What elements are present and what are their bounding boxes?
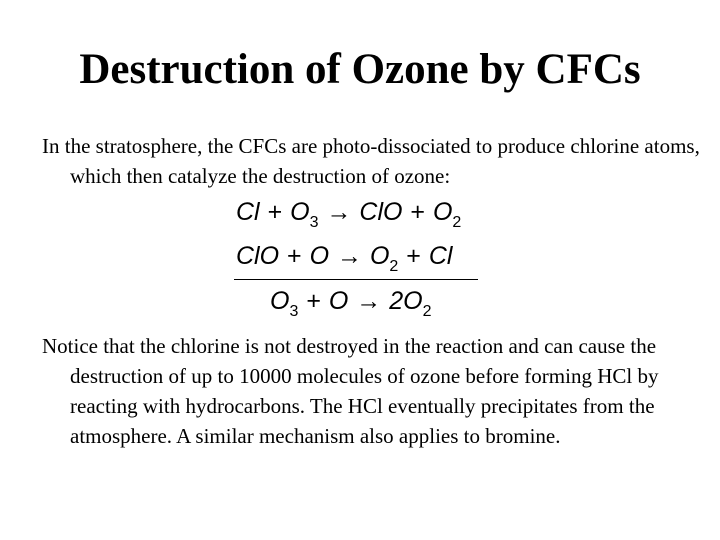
reaction-arrow-icon: → [336,242,362,270]
eq2-plus-2: + [406,242,421,270]
eq3-subscript: 3 [289,303,299,320]
eq1-plus: + [267,198,283,226]
reaction-arrow-icon: → [326,198,352,226]
eq2-reactant-o: O [309,242,330,270]
notice-paragraph: Notice that the chlorine is not destroyed in the reaction and can cause the destruction of up to 10000 molecules of ozone before forming HCl by reacting with hydrocarbons. The HCl eventually precipitates from the atmosphere. A similar mechanism also applies to bromine. [42,334,659,448]
eq1-subscript: 3 [309,214,319,231]
intro-paragraph: In the stratosphere, the CFCs are photo-dissociated to produce chlorine atoms, which then catalyze the destruction of ozone: [42,134,700,188]
equation-1 [236,194,461,230]
equation-2 [236,238,452,274]
eq3-product-oxygen: 2O [389,287,423,315]
eq1-reactant-ozone: O [290,198,310,226]
eq2-product-cl: Cl [428,242,453,270]
eq1-product-clo: ClO [359,198,403,226]
equation-net [270,283,432,319]
eq1-product-oxygen: O [432,198,453,226]
reaction-arrow-icon: → [356,287,382,315]
eq3-reactant-ozone: O [270,287,290,315]
eq2-product-subscript: 2 [389,258,399,275]
eq1-product-subscript: 2 [452,214,462,231]
eq2-reactant-clo: ClO [236,242,280,270]
eq3-product-subscript: 2 [422,303,432,320]
eq2-product-oxygen: O [369,242,390,270]
slide-title: Destruction of Ozone by CFCs [79,46,641,93]
sum-divider-line [234,279,478,280]
eq3-plus: + [306,287,321,315]
eq1-plus-2: + [410,198,426,226]
eq1-reactant-cl: Cl [236,198,260,226]
eq3-reactant-o: O [328,287,349,315]
eq2-plus: + [287,242,302,270]
